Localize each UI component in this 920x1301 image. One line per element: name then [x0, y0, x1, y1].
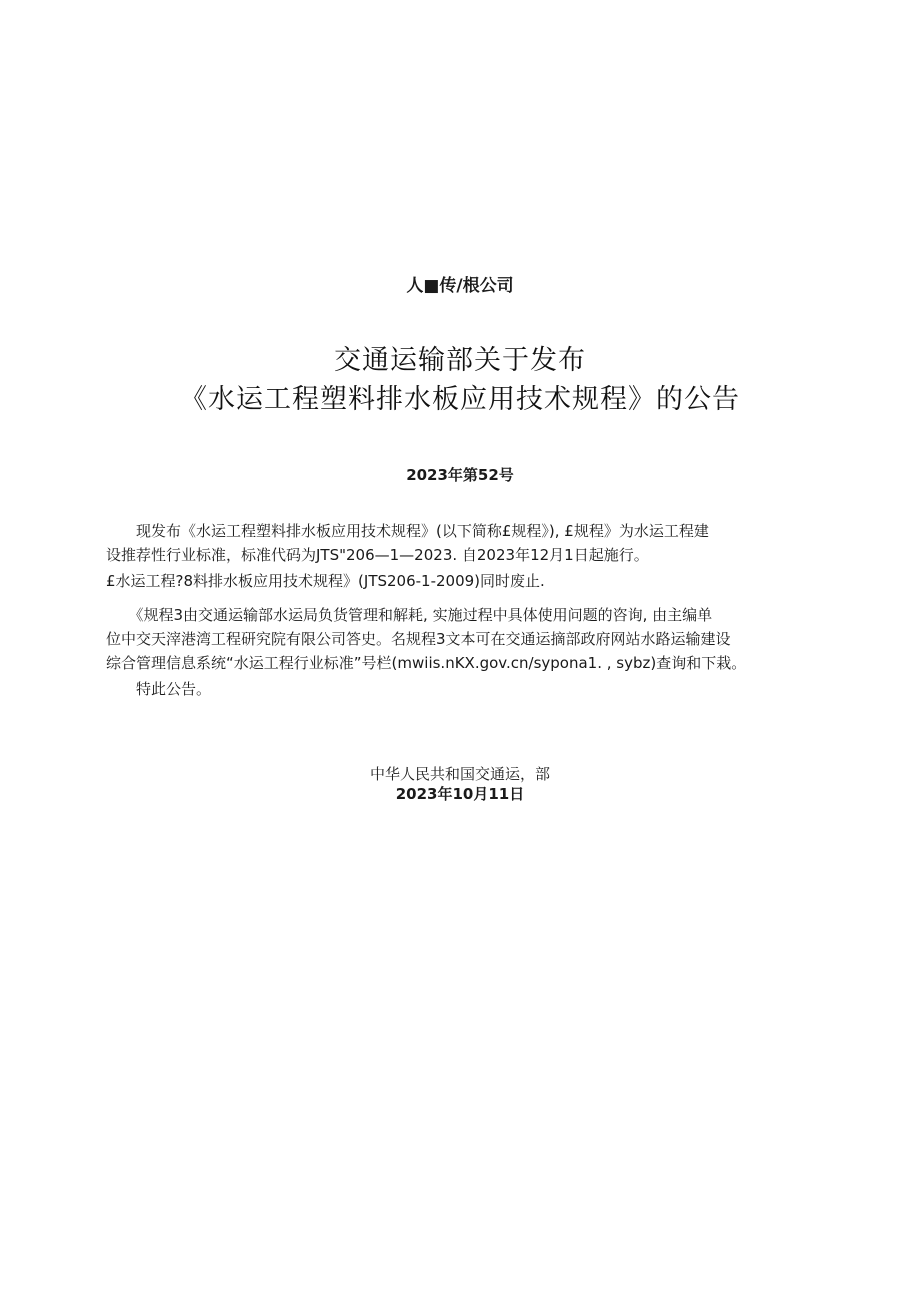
body-line-5: 位中交天滓港湾工程研究院有限公司答史。名规程3文本可在交通运摘部政府网站水路运输建设 [106, 630, 731, 648]
body-line-3: £水运工程?8料排水板应用技术规程》(JTS206-1-2009)同时废止. [106, 572, 545, 590]
issuer-header: 人■传/根公司 [406, 276, 514, 296]
body-line-1: 现发布《水运工程塑料排水板应用技术规程》(以下简称£规程》), £规程》为水运工程建 [106, 522, 709, 540]
body-line-7-closing: 特此公告。 [106, 680, 212, 698]
signature-organization: 中华人民共和国交通运，部 [369, 765, 550, 783]
notice-title-line-1: 交通运输部关于发布 [334, 345, 586, 376]
document-number: 2023年第52号 [406, 466, 514, 484]
body-line-4: 《规程3由交通运输部水运局负货管理和解耗, 实施过程中具体使用问题的咨询, 由主编单 [106, 606, 713, 624]
body-line-2: 设推荐性行业标准，标准代码为JTS"206—1—2023. 自2023年12月1日起施行。 [106, 546, 649, 564]
notice-title-line-2: 《水运工程塑料排水板应用技术规程》的公告 [180, 384, 740, 415]
signature-date: 2023年10月11日 [395, 785, 525, 803]
body-line-6: 综合管理信息系统“水运工程行业标准”号栏(mwiis.nKX.gov.cn/sypona1. , sybz)查询和下栽。 [106, 654, 747, 672]
